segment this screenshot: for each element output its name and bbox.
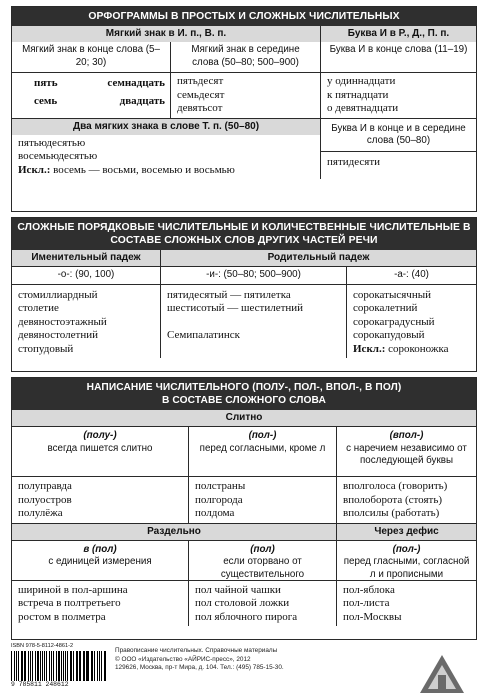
- vpol-rule: с наречием независимо от последующей буквы: [346, 442, 467, 466]
- barcode-bar: [97, 651, 98, 681]
- rule-soft-sign-end: Мягкий знак в конце слова (5–20; 30): [22, 44, 160, 68]
- barcode-bar: [73, 651, 74, 681]
- word: стопудовый: [18, 342, 74, 355]
- card1-grid: [12, 26, 476, 179]
- letter-i-middle-words: [320, 151, 476, 179]
- word: девяностолетний: [18, 329, 98, 341]
- barcode-bar: [99, 651, 100, 681]
- word: пятидесяти: [327, 156, 381, 168]
- barcode-bar: [14, 651, 15, 681]
- card3-title-line2: В СОСТАВЕ СЛОЖНОГО СЛОВА: [162, 395, 326, 406]
- word-row: [12, 93, 170, 111]
- word: девятьсот: [177, 102, 223, 114]
- nominative-header: Именительный падеж: [12, 250, 160, 266]
- hyphen-header: Через дефис: [336, 523, 476, 540]
- barcode-bar: [21, 651, 23, 681]
- exception-word: сороконожка: [388, 342, 449, 355]
- barcode-bar: [63, 651, 64, 681]
- word: вполсилы (работать): [343, 507, 440, 519]
- word: пять: [34, 77, 58, 89]
- word: шестисотый — шестилетний: [167, 302, 304, 314]
- word: стомиллиардный: [18, 288, 98, 301]
- card1-title: ОРФОГРАММЫ В ПРОСТЫХ И СЛОЖНЫХ ЧИСЛИТЕЛЬНЫХ: [12, 7, 476, 26]
- barcode-bar: [61, 651, 62, 681]
- word: сорокаградусный: [353, 315, 435, 328]
- barcode-bar: [58, 651, 60, 681]
- publisher-info: [107, 643, 407, 697]
- word: полуправда: [18, 480, 72, 492]
- barcode-bar: [92, 651, 93, 681]
- barcode-bar: [91, 651, 92, 681]
- word: полстраны: [195, 480, 246, 492]
- nominative-words: [12, 284, 160, 359]
- two-soft-signs-header: Два мягких знака в слове Т. п. (50–80): [12, 118, 320, 135]
- vpol2-label: в (пол): [83, 543, 117, 555]
- pol-spelling-card: [11, 377, 477, 640]
- word: у одиннадцати: [327, 75, 396, 87]
- barcode-bar: [65, 651, 66, 681]
- barcode-bar: [46, 651, 47, 681]
- pol2-rule: если оторвано от существительного: [220, 556, 305, 580]
- barcode-bar: [37, 651, 39, 681]
- barcode-bar: [24, 651, 25, 681]
- word: семнадцать: [107, 77, 165, 89]
- pol-rule-cell: [188, 426, 336, 476]
- word: пол яблочного пирога: [195, 610, 298, 623]
- barcode-bar: [86, 651, 87, 681]
- word: семь: [34, 94, 58, 107]
- together-header: Слитно: [12, 410, 476, 426]
- barcode-bar: [40, 651, 41, 681]
- spacer: [167, 316, 340, 330]
- barcode-icon: [11, 651, 107, 681]
- card2-grid: [12, 250, 476, 358]
- card3-grid: [12, 410, 476, 626]
- polu-rule-cell: [12, 426, 188, 476]
- barcode-bar: [71, 651, 72, 681]
- pol-words: [188, 476, 336, 523]
- word: полулёжа: [18, 507, 63, 519]
- exception-label: Искл.:: [18, 163, 51, 176]
- word: вполоборота (стоять): [343, 493, 442, 506]
- pol-rule: перед согласными, кроме л: [199, 442, 326, 454]
- word: пятьдесят: [177, 75, 224, 87]
- vpol-rule-cell: [336, 426, 476, 476]
- word: Семипалатинск: [167, 329, 240, 341]
- barcode-bar: [11, 651, 12, 681]
- pol-label: (пол-): [248, 430, 277, 441]
- barcode-bar: [42, 651, 43, 681]
- numerals-spelling-card: [11, 6, 477, 212]
- logo-graphic: [416, 653, 468, 697]
- barcode-bar: [101, 651, 102, 681]
- exception-label: Искл.:: [353, 342, 386, 355]
- barcode-bar: [28, 651, 29, 681]
- barcode-bar: [49, 651, 50, 681]
- pol2-label: (пол): [250, 543, 275, 555]
- rule-letter-i-end: Буква И в конце слова (11–19): [320, 42, 476, 72]
- vpol-label: (впол-): [389, 430, 424, 441]
- pol3-words: [336, 580, 476, 627]
- word: двадцать: [119, 94, 165, 107]
- barcode-bar: [56, 651, 57, 681]
- barcode-bar: [94, 651, 95, 681]
- footer: [11, 643, 477, 697]
- word: пол-Москвы: [343, 610, 402, 623]
- word: пол столовой ложки: [195, 597, 290, 609]
- ending-o: -о-: (90, 100): [12, 266, 160, 284]
- barcode-bar: [80, 651, 81, 681]
- pol3-label: (пол-): [392, 543, 421, 555]
- barcode-bar: [16, 651, 17, 681]
- barcode-bar: [30, 651, 31, 681]
- barcode-bar: [76, 651, 77, 681]
- barcode-bar: [53, 651, 54, 681]
- exception-line: [353, 343, 470, 357]
- word: ростом в полметра: [18, 610, 106, 623]
- word: вполголоса (говорить): [343, 480, 448, 492]
- vpol2-words: [12, 580, 188, 627]
- barcode-bar: [51, 651, 52, 681]
- publisher-address: 129626, Москва, пр-т Мира, д. 104. Тел.: (495) 785-15-30.: [115, 664, 284, 671]
- word: о девятнадцати: [327, 102, 399, 114]
- word: столетие: [18, 302, 59, 314]
- vpol2-rule-cell: [12, 540, 188, 580]
- pol3-rule: перед гласными, согласной л и прописными: [343, 556, 470, 580]
- ordinal-numerals-card: [11, 217, 477, 372]
- word: сорокапудовый: [353, 329, 425, 341]
- isbn-block: [11, 643, 107, 697]
- barcode-bar: [67, 651, 68, 681]
- ending-i: -и-: (50–80; 500–900): [160, 266, 346, 284]
- word: семьдесят: [177, 88, 225, 101]
- polu-label: (полу-): [83, 430, 117, 441]
- barcode-bar: [18, 651, 19, 681]
- vpol2-rule: с единицей измерения: [48, 556, 152, 567]
- soft-sign-middle-words: [170, 72, 320, 118]
- ending-a: -а-: (40): [346, 266, 476, 284]
- word: полдома: [195, 507, 235, 519]
- word: пятидесятый — пятилетка: [167, 288, 291, 301]
- publisher-logo-icon: [407, 643, 477, 697]
- barcode-bar: [104, 651, 105, 681]
- exception-line: [18, 164, 314, 178]
- genitive-header: Родительный падеж: [160, 250, 476, 266]
- separate-header: Раздельно: [12, 523, 336, 540]
- barcode-bar: [44, 651, 45, 681]
- rule-letter-i-end-middle: Буква И в конце и в середине слова (50–80): [320, 118, 476, 180]
- barcode-bar: [83, 651, 85, 681]
- word: девяностоэтажный: [18, 315, 107, 328]
- word: сорокатысячный: [353, 288, 431, 301]
- word: сорокалетний: [353, 302, 418, 314]
- barcode-digits: 9 785811 248612: [11, 681, 69, 688]
- word: восемьюдесятью: [18, 150, 98, 162]
- word: пятьюдесятью: [18, 136, 86, 149]
- card2-title: СЛОЖНЫЕ ПОРЯДКОВЫЕ ЧИСЛИТЕЛЬНЫЕ И КОЛИЧЕСТВЕННЫЕ ЧИСЛИТЕЛЬНЫЕ В СОСТАВЕ СЛОЖНЫХ СЛОВ ДРУГИХ ЧАСТЕЙ РЕЧИ: [12, 218, 476, 250]
- barcode-bar: [32, 651, 33, 681]
- genitive-i-words: [160, 284, 346, 359]
- polu-words: [12, 476, 188, 523]
- word: пол чайной чашки: [195, 583, 281, 596]
- word: шириной в пол-аршина: [18, 583, 128, 596]
- card3-title: [12, 378, 476, 410]
- vpol-words: [336, 476, 476, 523]
- barcode-bar: [70, 651, 71, 681]
- card3-title-line1: НАПИСАНИЕ ЧИСЛИТЕЛЬНОГО (ПОЛУ-, ПОЛ-, ВПОЛ-, В ПОЛ): [86, 382, 402, 393]
- pol2-words: [188, 580, 336, 627]
- barcode-bar: [87, 651, 88, 681]
- soft-sign-end-words: [12, 72, 170, 118]
- word-row: [12, 75, 170, 93]
- word: пол-листа: [343, 597, 390, 609]
- letter-i-header: Буква И в Р., Д., П. п.: [320, 26, 476, 42]
- genitive-a-words: [346, 284, 476, 359]
- publisher-copyright: © ООО «Издательство «АЙРИС-пресс», 2012: [115, 655, 251, 663]
- publication-title: Правописание числительных. Справочные материалы: [115, 647, 278, 654]
- word: пол-яблока: [343, 583, 395, 596]
- barcode-bar: [35, 651, 36, 681]
- soft-sign-header: Мягкий знак в И. п., В. п.: [12, 26, 320, 42]
- polu-rule: всегда пишется слитно: [47, 442, 153, 454]
- exception-text: восемь — восьми, восемью и восьмью: [53, 163, 235, 176]
- pol2-rule-cell: [188, 540, 336, 580]
- word: встреча в полтретьего: [18, 597, 121, 609]
- letter-i-end-words: [320, 72, 476, 118]
- word: полуостров: [18, 493, 72, 506]
- word: к пятнадцати: [327, 88, 389, 101]
- barcode-bar: [79, 651, 80, 681]
- isbn-text: ISBN 978-5-8112-4861-2: [11, 643, 74, 649]
- word: полгорода: [195, 493, 243, 506]
- barcode-bar: [105, 651, 106, 681]
- rule-soft-sign-middle: Мягкий знак в середине слова (50–80; 500–900): [170, 42, 320, 72]
- barcode-bar: [25, 651, 26, 681]
- two-soft-signs-words: [12, 135, 320, 180]
- pol3-rule-cell: [336, 540, 476, 580]
